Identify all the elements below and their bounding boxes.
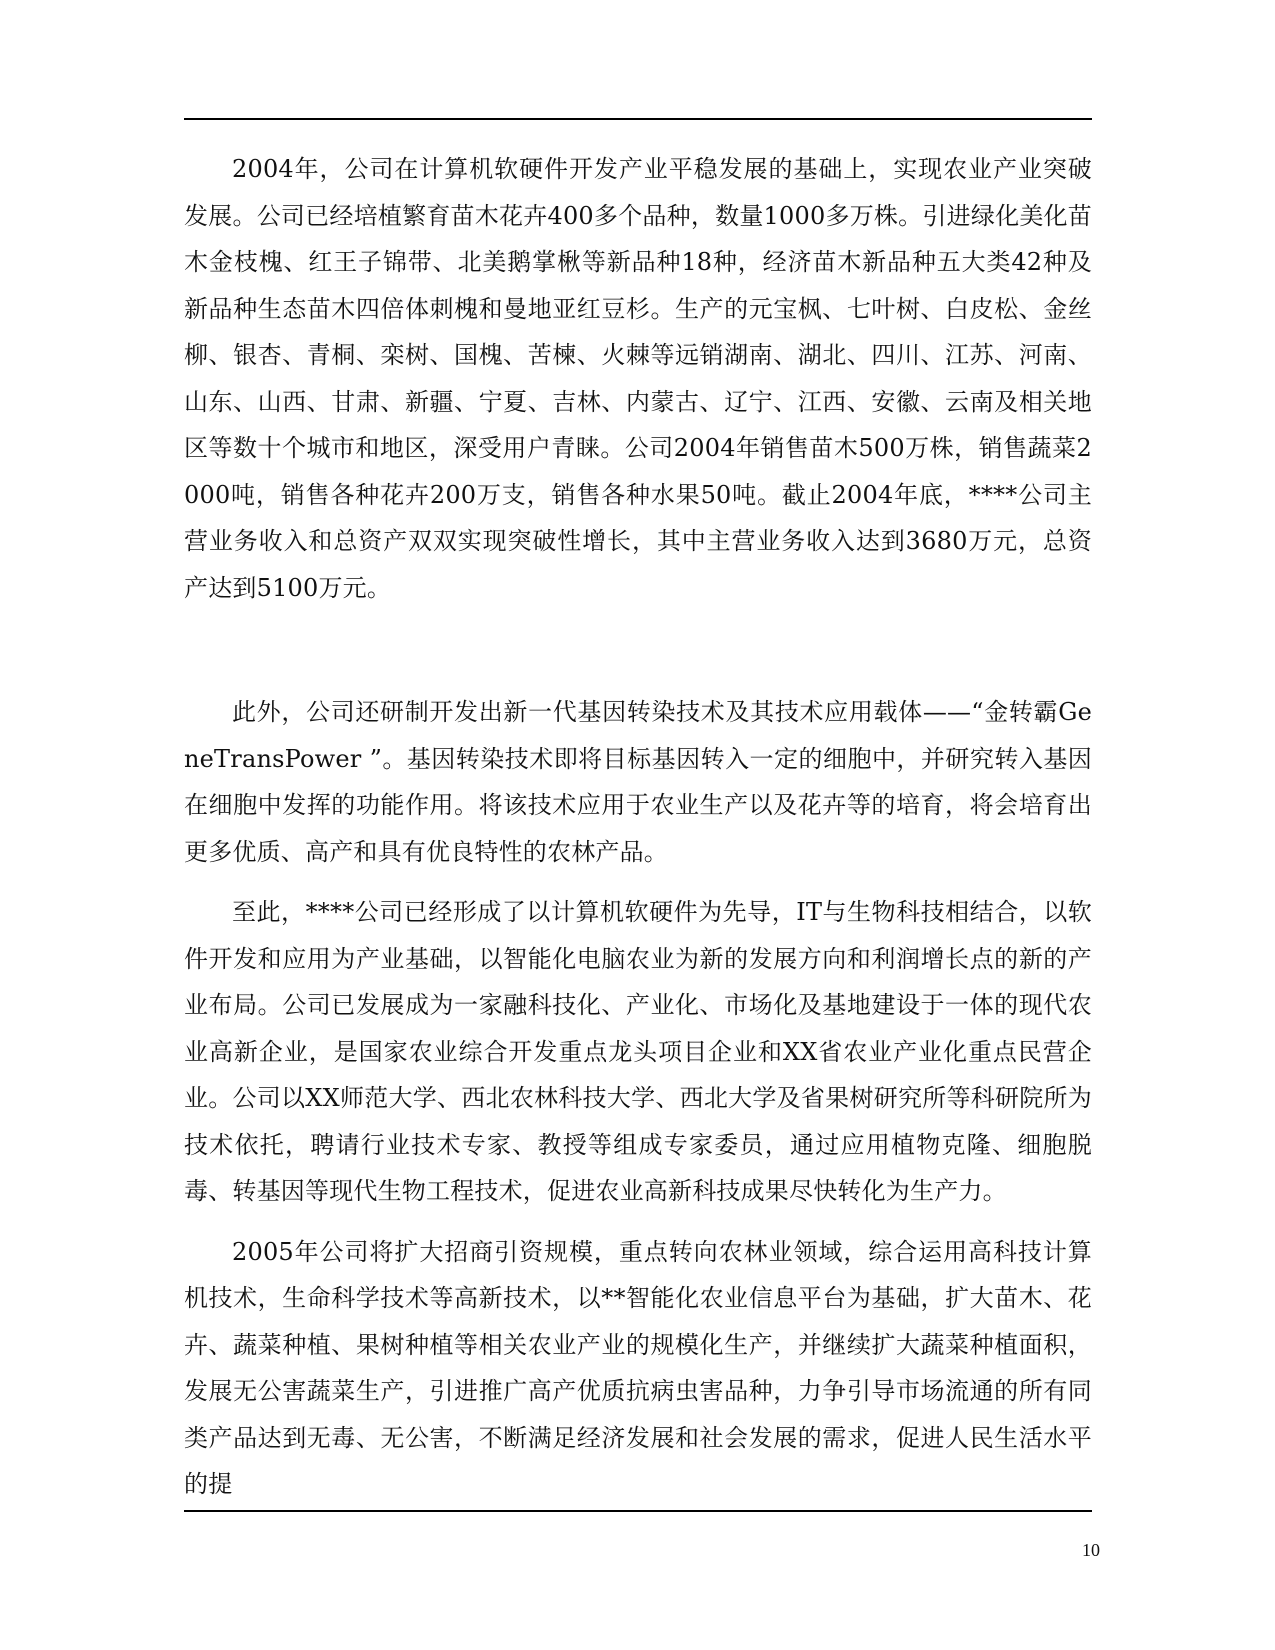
header-rule [184, 118, 1092, 120]
paragraph-2004-agriculture: 2004年，公司在计算机软硬件开发产业平稳发展的基础上，实现农业产业突破发展。公司已经培植繁育苗木花卉400多个品种，数量1000多万株。引进绿化美化苗木金枝槐、红王子锦带、北美鹅掌楸等新品种18种，经济苗木新品种五大类42种及新品种生态苗木四倍体刺槐和曼地亚红豆杉。生产的元宝枫、七叶树、白皮松、金丝柳、银杏、青桐、栾树、国槐、苦楝、火棘等远销湖南、湖北、四川、江苏、河南、山东、山西、甘肃、新疆、宁夏、吉林、内蒙古、辽宁、江西、安徽、云南及相关地区等数十个城市和地区，深受用户青睐。公司2004年销售苗木500万株，销售蔬菜2000吨，销售各种花卉200万支，销售各种水果50吨。截止2004年底，****公司主营业务收入和总资产双双实现突破性增长，其中主营业务收入达到3680万元，总资产达到5100万元。 [184, 155, 1092, 602]
paragraph-gene-transfection: 此外，公司还研制开发出新一代基因转染技术及其技术应用载体——“金转霸GeneTransPower ”。基因转染技术即将目标基因转入一定的细胞中，并研究转入基因在细胞中发挥的功能作用。将该技术应用于农业生产以及花卉等的培育，将会培育出更多优质、高产和具有优良特性的农林产品。 [184, 698, 1092, 866]
paragraph-2005-plan: 2005年公司将扩大招商引资规模，重点转向农林业领域，综合运用高科技计算机技术，生命科学技术等高新技术，以**智能化农业信息平台为基础，扩大苗木、花卉、蔬菜种植、果树种植等相关农业产业的规模化生产，并继续扩大蔬菜种植面积，发展无公害蔬菜生产，引进推广高产优质抗病虫害品种，力争引导市场流通的所有同类产品达到无毒、无公害，不断满足经济发展和社会发展的需求，促进人民生活水平的提 [184, 1237, 1092, 1498]
page-number: 10 [1082, 1540, 1100, 1560]
paragraph-spacer [184, 611, 1092, 689]
footer-rule [184, 1510, 1092, 1512]
paragraph-spacer [184, 875, 1092, 889]
paragraph-spacer [184, 1215, 1092, 1229]
page-body [184, 146, 1092, 1508]
paragraph-industry-layout: 至此，****公司已经形成了以计算机软硬件为先导，IT与生物科技相结合，以软件开发和应用为产业基础，以智能化电脑农业为新的发展方向和利润增长点的新的产业布局。公司已发展成为一家融科技化、产业化、市场化及基地建设于一体的现代农业高新企业，是国家农业综合开发重点龙头项目企业和XX省农业产业化重点民营企业。公司以XX师范大学、西北农林科技大学、西北大学及省果树研究所等科研院所为技术依托，聘请行业技术专家、教授等组成专家委员，通过应用植物克隆、细胞脱毒、转基因等现代生物工程技术，促进农业高新科技成果尽快转化为生产力。 [184, 898, 1092, 1205]
